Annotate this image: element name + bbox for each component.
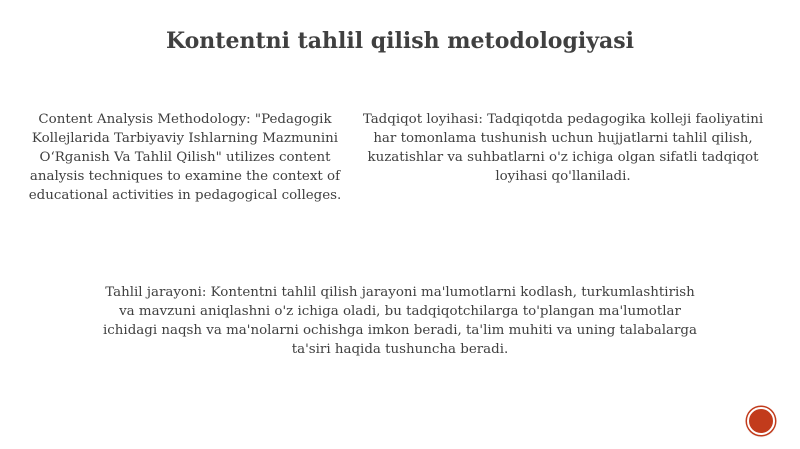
research-design-text: Tadqiqot loyihasi: Tadqiqotda pedagogika kolleji faoliyatini har tomonlama tushunish uchun hujjatlarni tahlil qilish, kuzatishlar va suhbatlarni o'z ichiga olgan sifatli tadqiqot loyihasi qo'llaniladi. xyxy=(362,112,764,184)
content-analysis-methodology-text: Content Analysis Methodology: "Pedagogik Kollejlarida Tarbiyaviy Ishlarning Mazmunini O‘Rganish Va Tahlil Qilish" utilizes content analysis techniques to examine the context of educational activities in pedagogical colleges. xyxy=(28,112,342,203)
analysis-process-text: Tahlil jarayoni: Kontentni tahlil qilish jarayoni ma'lumotlarni kodlash, turkumlashtirish va mavzuni aniqlashni o'z ichiga oladi, bu tadqiqotchilarga to'plangan ma'lumotlar ichidagi naqsh va ma'nolarni ochishga imkon beradi, ta'lim muhiti va uning talabalarga ta'siri haqida tushuncha beradi. xyxy=(103,285,697,357)
slide-title: Kontentni tahlil qilish metodologiyasi xyxy=(166,28,634,54)
slide-nav-button[interactable] xyxy=(747,407,775,435)
